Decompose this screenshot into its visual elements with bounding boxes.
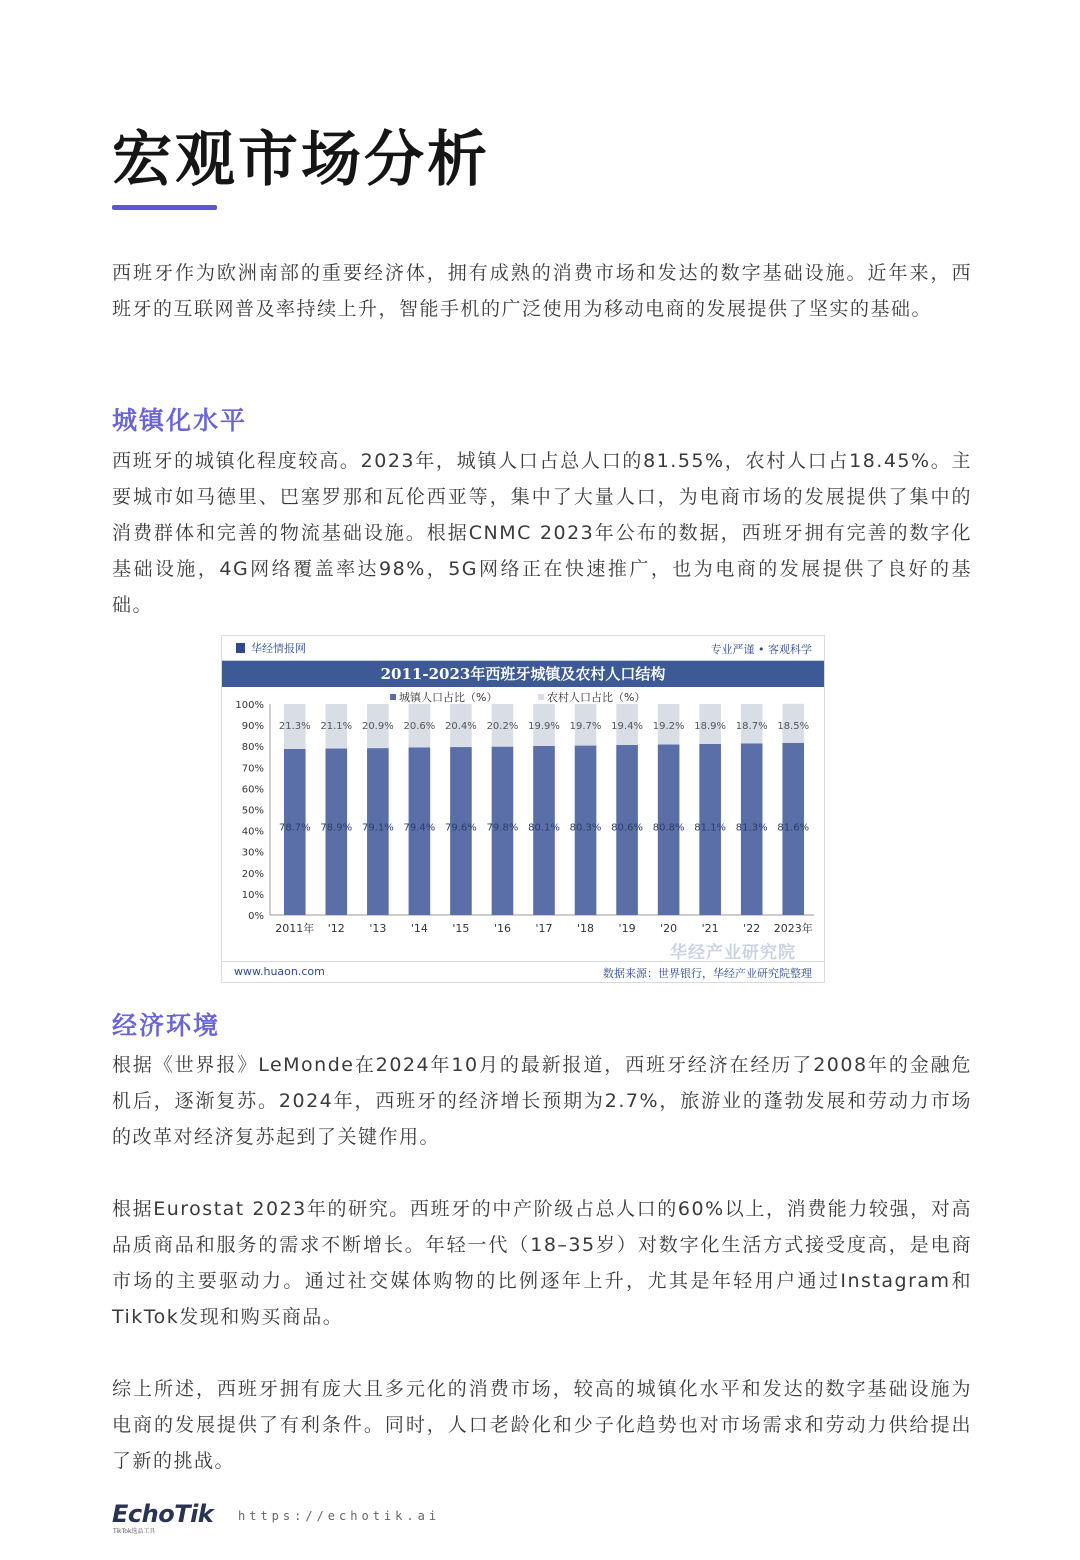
x-tick-label: '13 (369, 922, 387, 935)
economy-paragraph-3: 综上所述，西班牙拥有庞大且多元化的消费市场，较高的城镇化水平和发达的数字基础设施为电商的发展提供了有利条件。同时，人口老龄化和少子化趋势也对市场需求和劳动力供给提出了新的挑战。 (112, 1378, 972, 1472)
urbanization-heading: 城镇化水平 (112, 406, 248, 435)
legend-swatch (390, 694, 396, 700)
chart-title: 2011-2023年西班牙城镇及农村人口结构 (222, 661, 824, 687)
x-tick-label: '14 (410, 922, 428, 935)
economy-heading: 经济环境 (112, 1011, 221, 1040)
data-label-urban: 79.8% (486, 822, 519, 834)
x-tick-label: 2011年 (275, 922, 315, 935)
y-tick-label: 60% (241, 784, 264, 796)
y-tick-label: 50% (241, 805, 264, 817)
data-label-urban: 79.1% (361, 822, 394, 834)
y-tick-label: 80% (241, 742, 264, 754)
data-label-urban: 79.4% (403, 822, 436, 834)
x-tick-label: '20 (660, 922, 678, 935)
data-label-rural: 20.2% (486, 721, 519, 733)
data-label-urban: 80.3% (569, 822, 602, 834)
data-label-urban: 80.6% (611, 822, 643, 834)
x-tick-label: '22 (743, 922, 761, 935)
x-tick-label: '17 (535, 922, 553, 935)
data-label-rural: 18.5% (777, 721, 810, 733)
echotik-logo: EchoTik (112, 1500, 214, 1528)
data-label-rural: 20.9% (361, 721, 394, 733)
x-tick-label: 2023年 (773, 922, 813, 935)
chart-watermark: 华经产业研究院 (670, 943, 796, 963)
data-label-urban: 81.6% (777, 822, 810, 834)
legend-label: 农村人口占比（%） (547, 691, 646, 704)
x-tick-label: '21 (701, 922, 719, 935)
data-label-rural: 21.1% (320, 721, 353, 733)
data-label-rural: 18.9% (694, 721, 727, 733)
population-chart (221, 635, 825, 983)
chart-plot (222, 688, 824, 962)
y-tick-label: 30% (241, 847, 264, 859)
data-label-urban: 79.6% (445, 822, 477, 834)
data-label-rural: 19.7% (569, 721, 602, 733)
x-tick-label: '19 (618, 922, 636, 935)
chart-brand-text: 华经情报网 (251, 642, 306, 655)
data-label-rural: 18.7% (735, 721, 768, 733)
x-tick-label: '15 (452, 922, 470, 935)
brand-logo-icon (236, 643, 245, 653)
chart-footer (222, 961, 824, 982)
intro-paragraph: 西班牙作为欧洲南部的重要经济体，拥有成熟的消费市场和发达的数字基础设施。近年来，西班牙的互联网普及率持续上升，智能手机的广泛使用为移动电商的发展提供了坚实的基础。 (112, 262, 972, 320)
y-tick-label: 90% (241, 721, 264, 733)
chart-data-source: 数据来源：世界银行，华经产业研究院整理 (603, 967, 812, 980)
y-tick-label: 40% (241, 826, 264, 838)
y-tick-label: 70% (241, 763, 264, 775)
legend-label: 城镇人口占比（%） (399, 691, 498, 704)
y-tick-label: 10% (241, 889, 264, 901)
y-tick-label: 0% (248, 911, 264, 922)
data-label-urban: 80.8% (652, 822, 685, 834)
footer-url: https://echotik.ai (238, 1509, 441, 1523)
data-label-urban: 80.1% (528, 822, 560, 834)
x-tick-label: '16 (493, 922, 511, 935)
y-tick-label: 20% (241, 868, 264, 880)
data-label-rural: 19.9% (528, 721, 560, 733)
page-title: 宏观市场分析 (112, 125, 490, 195)
data-label-urban: 78.7% (278, 822, 311, 834)
chart-brand (236, 640, 306, 656)
logo-subtitle: TikTok选品工具 (113, 1528, 156, 1535)
data-label-urban: 81.1% (694, 822, 727, 834)
economy-paragraph-2: 根据Eurostat 2023年的研究。西班牙的中产阶级占总人口的60%以上，消费能力较强，对高品质商品和服务的需求不断增长。年轻一代（18–35岁）对数字化生活方式接受度高，是电商市场的主要驱动力。通过社交媒体购物的比例逐年上升，尤其是年轻用户通过Instagram和TikTok发现和购买商品。 (112, 1198, 972, 1328)
chart-source-url: www.huaon.com (234, 965, 325, 978)
x-tick-label: '12 (327, 922, 345, 935)
chart-slogan: 专业严谨 • 客观科学 (710, 643, 812, 656)
economy-paragraph-1: 根据《世界报》LeMonde在2024年10月的最新报道，西班牙经济在经历了2008年的金融危机后，逐渐复苏。2024年，西班牙的经济增长预期为2.7%，旅游业的蓬勃发展和劳动力市场的改革对经济复苏起到了关键作用。 (112, 1054, 972, 1148)
x-tick-label: '18 (577, 922, 595, 935)
title-underline (112, 205, 217, 210)
y-tick-label: 100% (235, 700, 264, 711)
data-label-rural: 19.4% (611, 721, 643, 733)
data-label-urban: 78.9% (320, 822, 353, 834)
urbanization-paragraph: 西班牙的城镇化程度较高。2023年，城镇人口占总人口的81.55%，农村人口占18.45%。主要城市如马德里、巴塞罗那和瓦伦西亚等，集中了大量人口，为电商市场的发展提供了集中的消费群体和完善的物流基础设施。根据CNMC 2023年公布的数据，西班牙拥有完善的数字化基础设施，4G网络覆盖率达98%，5G网络正在快速推广，也为电商的发展提供了良好的基础。 (112, 450, 972, 616)
data-label-rural: 19.2% (652, 721, 685, 733)
data-label-rural: 21.3% (278, 721, 311, 733)
data-label-rural: 20.4% (445, 721, 477, 733)
legend-swatch (538, 694, 544, 700)
data-label-rural: 20.6% (403, 721, 436, 733)
data-label-urban: 81.3% (735, 822, 768, 834)
chart-top-bar (222, 636, 824, 661)
